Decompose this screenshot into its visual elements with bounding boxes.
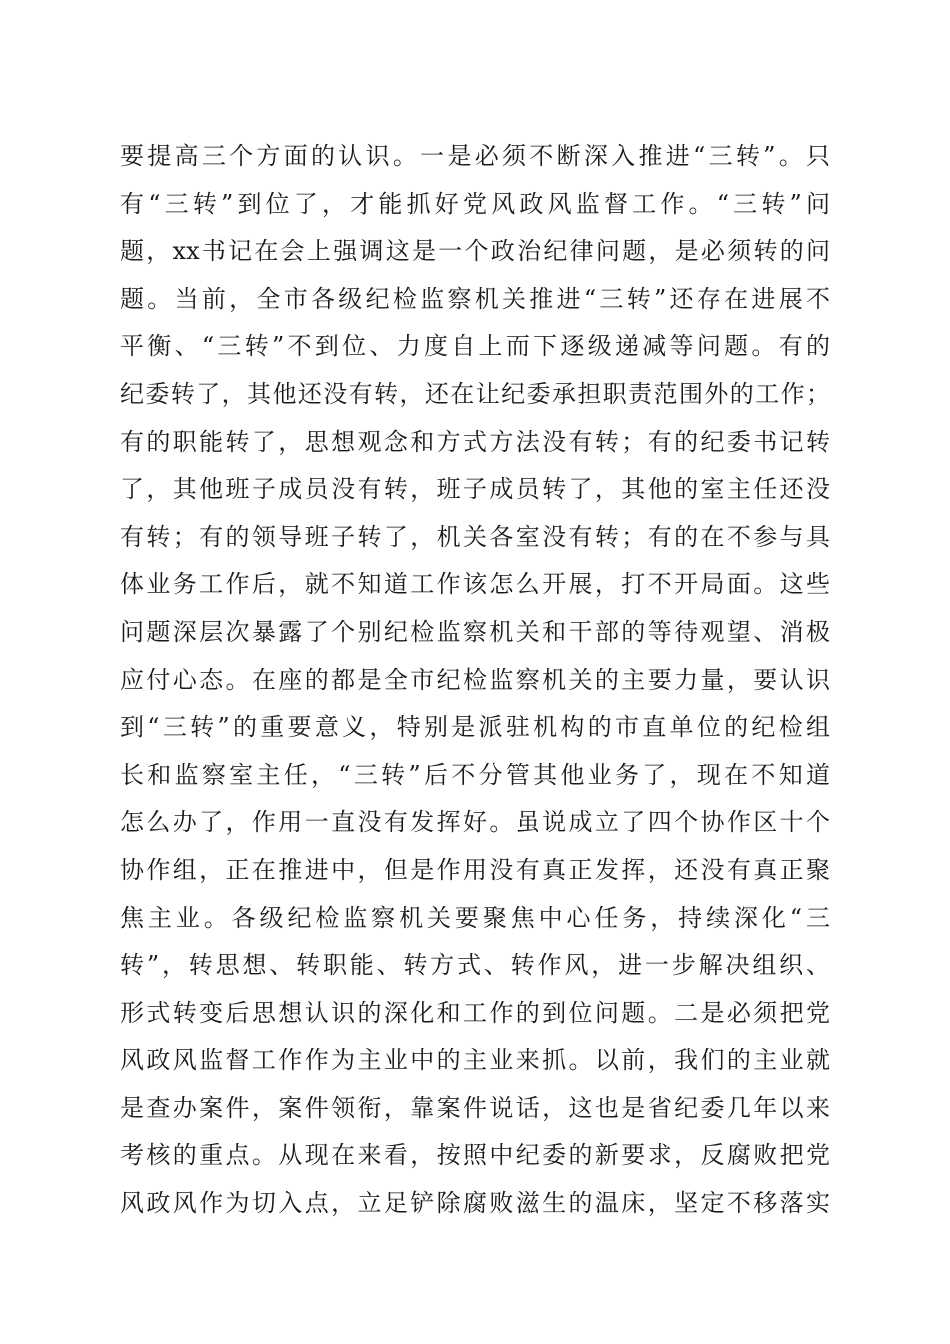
text-line: 要提高三个方面的认识。一是必须不断深入推进“三转”。只 [120,142,830,170]
text-line: 问题深层次暴露了个别纪检监察机关和干部的等待观望、消极 [120,617,830,646]
text-line: 形式转变后思想认识的深化和工作的到位问题。二是必须把党 [120,998,830,1027]
text-line: 到“三转”的重要意义，特别是派驻机构的市直单位的纪检组 [120,713,830,742]
text-line: 考核的重点。从现在来看，按照中纪委的新要求，反腐败把党 [120,1141,830,1170]
text-line: 有的职能转了，思想观念和方式方法没有转；有的纪委书记转 [120,427,830,456]
text-line: 平衡、“三转”不到位、力度自上而下逐级递减等问题。有的 [120,332,830,361]
text-line: 是查办案件，案件领衔，靠案件说话，这也是省纪委几年以来 [120,1093,830,1122]
text-line: 纪委转了，其他还没有转，还在让纪委承担职责范围外的工作； [120,379,830,408]
text-line: 协作组，正在推进中，但是作用没有真正发挥，还没有真正聚 [120,855,830,884]
text-line: 怎么办了，作用一直没有发挥好。虽说成立了四个协作区十个 [120,808,830,837]
text-line: 了，其他班子成员没有转，班子成员转了，其他的室主任还没 [120,475,830,504]
text-line: 长和监察室主任，“三转”后不分管其他业务了，现在不知道 [120,760,830,789]
text-line: 应付心态。在座的都是全市纪检监察机关的主要力量，要认识 [120,665,830,694]
text-line: 题。当前，全市各级纪检监察机关推进“三转”还存在进展不 [120,284,830,313]
text-line: 风政风作为切入点，立足铲除腐败滋生的温床，坚定不移落实 [120,1189,830,1218]
text-line: 有转；有的领导班子转了，机关各室没有转；有的在不参与具 [120,522,830,551]
text-line: 体业务工作后，就不知道工作该怎么开展，打不开局面。这些 [120,570,830,599]
text-line: 有“三转”到位了，才能抓好党风政风监督工作。“三转”问 [120,189,830,218]
text-line: 风政风监督工作作为主业中的主业来抓。以前，我们的主业就 [120,1046,830,1075]
text-line: 焦主业。各级纪检监察机关要聚焦中心任务，持续深化“三 [120,903,830,932]
body-paragraph [120,133,830,1228]
text-line: 题，xx书记在会上强调这是一个政治纪律问题，是必须转的问 [120,237,830,266]
text-line: 转”，转思想、转职能、转方式、转作风，进一步解决组织、 [120,951,830,980]
